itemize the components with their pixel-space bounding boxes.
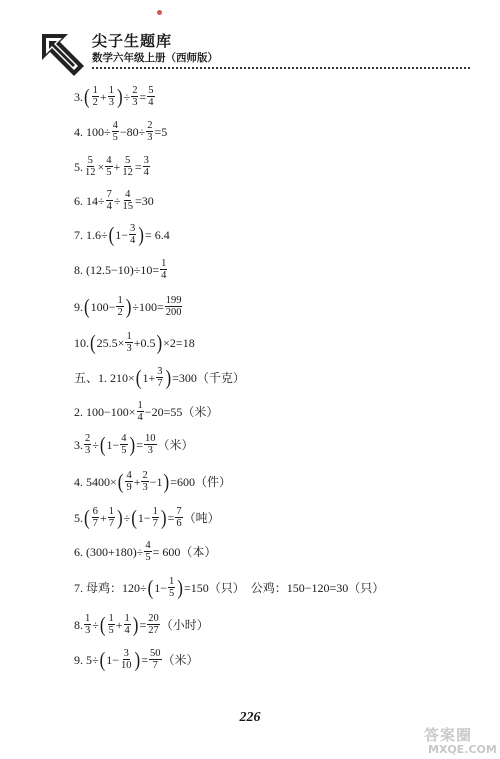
parenthesis: )	[160, 505, 167, 530]
math-text: −80÷	[119, 124, 146, 139]
denominator: 4	[143, 167, 149, 178]
numerator: 1	[117, 295, 123, 306]
answer-line	[74, 648, 199, 671]
math-text: −20=55（米）	[144, 404, 219, 419]
math-text: 4. 100÷	[74, 124, 111, 139]
numerator: 2	[147, 120, 153, 131]
denominator: 6	[176, 518, 182, 529]
page-number: 226	[239, 710, 261, 725]
parenthesis: )	[165, 365, 172, 390]
fraction	[146, 120, 153, 143]
math-text: 5.	[74, 159, 83, 174]
denominator: 3	[126, 343, 132, 354]
answer-line	[74, 576, 384, 599]
parenthesis: (	[84, 505, 90, 530]
math-text: = 600（本）	[152, 544, 217, 559]
denominator: 4	[106, 201, 112, 212]
math-text: 100−	[90, 299, 116, 314]
math-text: 1−	[137, 510, 151, 525]
numerator: 3	[123, 648, 129, 659]
denominator: 2	[92, 97, 98, 108]
math-text: 1+	[142, 370, 156, 385]
math-text: =	[141, 652, 148, 667]
fraction	[120, 433, 127, 456]
math-text: =	[139, 617, 147, 632]
numerator: 1	[137, 400, 143, 411]
numerator: 1	[108, 506, 114, 517]
math-text: ×	[97, 159, 105, 174]
numerator: 1	[92, 85, 98, 96]
math-text: 6. (300+180)÷	[74, 544, 144, 559]
denominator: 4	[124, 625, 130, 636]
math-text: （小时）	[160, 617, 209, 632]
denominator: 2	[117, 307, 123, 318]
numerator: 5	[87, 155, 93, 166]
math-text: +	[99, 89, 107, 104]
fraction	[147, 613, 160, 636]
answer-line	[74, 295, 183, 318]
book-subtitle: 数学六年级上册（西师版）	[92, 52, 218, 64]
fraction	[141, 470, 148, 493]
denominator: 7	[92, 518, 98, 529]
answer-line	[74, 540, 216, 563]
parenthesis: )	[129, 432, 136, 457]
math-text: （吨）	[183, 510, 220, 525]
parenthesis: )	[116, 84, 123, 109]
answer-line	[74, 506, 220, 529]
math-text: 五、1. 210×	[74, 370, 135, 385]
numerator: 199	[165, 295, 182, 306]
numerator: 4	[145, 540, 151, 551]
math-text: 6. 14÷	[74, 193, 105, 208]
fraction	[121, 189, 134, 212]
parenthesis: )	[177, 575, 183, 600]
parenthesis: )	[132, 612, 139, 637]
math-text: −1	[149, 474, 163, 489]
math-text: ÷	[123, 510, 131, 525]
answer-line	[74, 366, 245, 389]
numerator: 1	[126, 331, 132, 342]
numerator: 2	[85, 433, 91, 444]
denominator: 5	[121, 445, 127, 456]
numerator: 5	[148, 85, 154, 96]
fraction	[84, 155, 97, 178]
numerator: 20	[148, 613, 159, 624]
denominator: 200	[165, 307, 182, 318]
denominator: 27	[148, 625, 159, 636]
denominator: 12	[122, 167, 133, 178]
watermark-logo	[418, 724, 498, 758]
fraction	[108, 85, 115, 108]
denominator: 3	[85, 625, 91, 636]
denominator: 3	[142, 482, 148, 493]
denominator: 4	[130, 235, 136, 246]
math-text: ÷	[92, 617, 99, 632]
parenthesis: )	[156, 330, 163, 355]
denominator: 3	[147, 132, 153, 143]
math-text: ÷	[113, 193, 121, 208]
math-text: 4. 5400×	[74, 474, 117, 489]
parenthesis: (	[99, 612, 106, 637]
fraction	[125, 470, 132, 493]
denominator: 10	[121, 660, 132, 671]
numerator: 2	[132, 85, 138, 96]
math-text: =	[134, 159, 142, 174]
fraction	[137, 400, 144, 423]
dotted-divider	[92, 67, 470, 69]
fraction	[84, 613, 91, 636]
denominator: 3	[85, 445, 91, 456]
math-text: 3.	[74, 437, 83, 452]
fraction	[131, 85, 138, 108]
book-title: 尖子生题库	[92, 32, 173, 50]
math-text: 1−	[115, 227, 129, 242]
math-text: 8. (12.5−10)÷10=	[74, 262, 160, 277]
parenthesis: (	[84, 294, 90, 319]
math-text: 1−	[106, 652, 120, 667]
answer-line	[74, 400, 218, 423]
answer-line	[74, 85, 156, 108]
numerator: 1	[152, 506, 158, 517]
math-text: +	[115, 617, 123, 632]
denominator: 12	[85, 167, 96, 178]
parenthesis: )	[116, 505, 123, 530]
denominator: 3	[147, 445, 153, 456]
math-text: 9. 5÷	[74, 652, 99, 667]
math-text: +	[133, 474, 141, 489]
fraction	[152, 506, 159, 529]
fraction	[105, 155, 112, 178]
numerator: 1	[85, 613, 91, 624]
red-dot-mark	[157, 10, 162, 15]
fraction	[175, 506, 182, 529]
numerator: 4	[106, 155, 112, 166]
denominator: 5	[106, 167, 112, 178]
numerator: 1	[108, 613, 114, 624]
answer-line	[74, 331, 195, 354]
numerator: 1	[108, 85, 114, 96]
answer-line	[74, 613, 209, 636]
fraction	[84, 433, 91, 456]
numerator: 4	[121, 433, 127, 444]
math-text: 1−	[106, 437, 120, 452]
math-text: =300（千克）	[172, 370, 245, 385]
numerator: 7	[106, 189, 112, 200]
math-text: 5.	[74, 510, 83, 525]
fraction	[92, 85, 99, 108]
answer-line	[74, 258, 168, 281]
answer-line	[74, 189, 154, 212]
math-text: = 6.4	[144, 227, 170, 242]
parenthesis: (	[84, 84, 90, 109]
fraction	[120, 648, 133, 671]
math-text: 9.	[74, 299, 83, 314]
fraction	[112, 120, 119, 143]
parenthesis: )	[138, 222, 144, 247]
parenthesis: (	[99, 432, 106, 457]
math-text: +0.5	[133, 335, 156, 350]
numerator: 6	[92, 506, 98, 517]
numerator: 1	[169, 576, 175, 587]
arrow-logo-icon	[38, 30, 86, 82]
numerator: 4	[125, 189, 131, 200]
math-text: +	[99, 510, 107, 525]
fraction	[160, 258, 167, 281]
numerator: 3	[130, 223, 136, 234]
denominator: 7	[157, 378, 163, 389]
parenthesis: (	[147, 575, 154, 600]
parenthesis: (	[99, 647, 106, 672]
parenthesis: )	[163, 469, 170, 494]
parenthesis: (	[131, 505, 137, 530]
answer-line	[74, 155, 151, 178]
parenthesis: (	[108, 222, 115, 247]
math-text: 10.	[74, 335, 89, 350]
math-text: （米）	[157, 437, 194, 452]
numerator: 4	[126, 470, 132, 481]
fraction	[165, 295, 183, 318]
page-header	[0, 0, 500, 80]
math-text: ×2=18	[163, 335, 195, 350]
parenthesis: (	[135, 365, 142, 390]
fraction	[92, 506, 99, 529]
denominator: 3	[132, 97, 138, 108]
math-text: =30	[134, 193, 154, 208]
fraction	[143, 155, 150, 178]
fraction	[144, 540, 151, 563]
math-text: 7. 母鸡：120÷	[74, 580, 147, 595]
fraction	[147, 85, 154, 108]
fraction	[116, 295, 123, 318]
parenthesis: (	[117, 469, 124, 494]
math-text: ÷	[123, 89, 131, 104]
math-text: =600（件）	[170, 474, 231, 489]
numerator: 2	[142, 470, 148, 481]
math-text: =5	[154, 124, 168, 139]
fraction	[156, 366, 163, 389]
fraction	[106, 189, 113, 212]
fraction	[129, 223, 136, 246]
denominator: 7	[108, 518, 114, 529]
parenthesis: (	[90, 330, 96, 355]
fraction	[149, 648, 162, 671]
denominator: 5	[145, 552, 151, 563]
math-text: =	[167, 510, 175, 525]
math-text: ÷	[92, 437, 99, 452]
answer-line	[74, 223, 170, 246]
math-text: 2. 100−100×	[74, 404, 136, 419]
math-text: 3.	[74, 89, 83, 104]
math-text: =	[136, 437, 143, 452]
math-text: =	[139, 89, 147, 104]
denominator: 7	[152, 518, 158, 529]
math-text: 8.	[74, 617, 83, 632]
denominator: 4	[137, 412, 143, 423]
answer-line	[74, 120, 167, 143]
denominator: 4	[161, 270, 167, 281]
watermark-text: 答案圈	[424, 726, 473, 744]
denominator: 9	[126, 482, 132, 493]
math-text: =150（只） 公鸡：150−120=30（只）	[183, 580, 385, 595]
fraction	[108, 613, 115, 636]
fraction	[168, 576, 175, 599]
denominator: 4	[148, 97, 154, 108]
numerator: 1	[161, 258, 167, 269]
numerator: 7	[176, 506, 182, 517]
fraction	[144, 433, 157, 456]
fraction	[121, 155, 134, 178]
math-text: ÷100=	[132, 299, 164, 314]
fraction	[124, 613, 131, 636]
math-text: 7. 1.6÷	[74, 227, 108, 242]
denominator: 5	[108, 625, 114, 636]
math-text: （米）	[162, 652, 199, 667]
fraction	[108, 506, 115, 529]
answer-line	[74, 470, 231, 493]
numerator: 4	[112, 120, 118, 131]
watermark-url: MXQE.COM	[428, 743, 497, 756]
fraction	[125, 331, 132, 354]
denominator: 7	[152, 660, 158, 671]
parenthesis: )	[134, 647, 141, 672]
denominator: 5	[112, 132, 118, 143]
numerator: 1	[124, 613, 130, 624]
math-text: 1−	[154, 580, 168, 595]
denominator: 3	[108, 97, 114, 108]
answer-line	[74, 433, 194, 456]
denominator: 5	[169, 588, 175, 599]
numerator: 3	[157, 366, 163, 377]
math-text: 25.5×	[96, 335, 125, 350]
numerator: 10	[145, 433, 156, 444]
numerator: 3	[143, 155, 149, 166]
numerator: 5	[124, 155, 131, 166]
math-text: +	[113, 159, 121, 174]
denominator: 15	[122, 201, 133, 212]
numerator: 50	[150, 648, 161, 659]
parenthesis: )	[125, 294, 132, 319]
